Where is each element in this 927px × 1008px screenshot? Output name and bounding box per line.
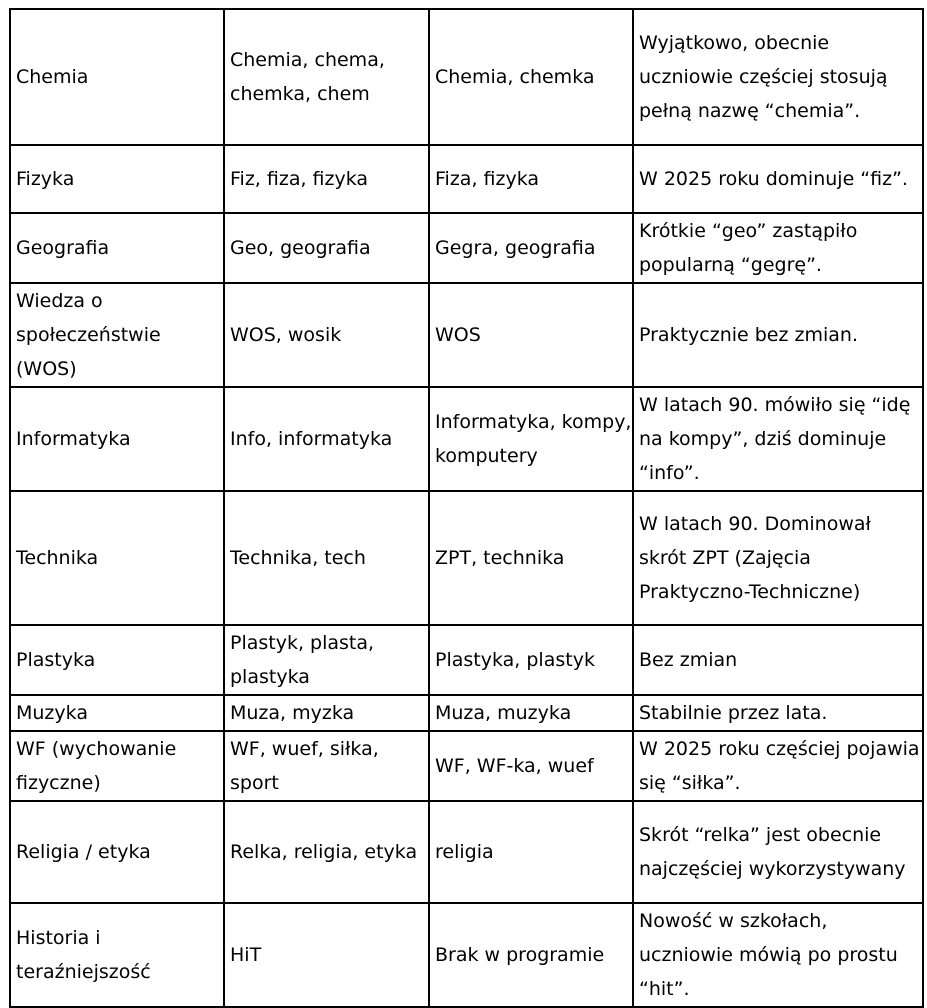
- comment-cell: W 2025 roku częściej pojawia się “siłka”.: [633, 731, 923, 801]
- subjects-table: [9, 8, 924, 1008]
- current-names-cell: Technika, tech: [224, 491, 429, 625]
- subject-name-cell: Historia i teraźniejszość: [10, 903, 224, 1007]
- table-row: [10, 9, 923, 145]
- comment-cell: Wyjątkowo, obecnie uczniowie częściej stosują pełną nazwę “chemia”.: [633, 9, 923, 145]
- comment-cell: Skrót “relka” jest obecnie najczęściej wykorzystywany: [633, 801, 923, 903]
- current-names-cell: Chemia, chema, chemka, chem: [224, 9, 429, 145]
- table-row: [10, 387, 923, 491]
- subject-name-cell: WF (wychowanie fizyczne): [10, 731, 224, 801]
- past-names-cell: religia: [429, 801, 633, 903]
- current-names-cell: Fiz, fiza, fizyka: [224, 145, 429, 213]
- current-names-cell: Info, informatyka: [224, 387, 429, 491]
- past-names-cell: Gegra, geografia: [429, 213, 633, 283]
- past-names-cell: Muza, muzyka: [429, 695, 633, 731]
- current-names-cell: Geo, geografia: [224, 213, 429, 283]
- past-names-cell: WOS: [429, 283, 633, 387]
- past-names-cell: Fiza, fizyka: [429, 145, 633, 213]
- current-names-cell: WF, wuef, siłka, sport: [224, 731, 429, 801]
- table-row: [10, 283, 923, 387]
- past-names-cell: WF, WF-ka, wuef: [429, 731, 633, 801]
- subject-name-cell: Religia / etyka: [10, 801, 224, 903]
- comment-cell: Stabilnie przez lata.: [633, 695, 923, 731]
- comment-cell: Nowość w szkołach, uczniowie mówią po prostu “hit”.: [633, 903, 923, 1007]
- current-names-cell: Plastyk, plasta, plastyka: [224, 625, 429, 695]
- current-names-cell: WOS, wosik: [224, 283, 429, 387]
- past-names-cell: Plastyka, plastyk: [429, 625, 633, 695]
- table-row: [10, 801, 923, 903]
- current-names-cell: Muza, myzka: [224, 695, 429, 731]
- subject-name-cell: Plastyka: [10, 625, 224, 695]
- past-names-cell: ZPT, technika: [429, 491, 633, 625]
- table-row: [10, 731, 923, 801]
- subject-name-cell: Wiedza o społeczeństwie (WOS): [10, 283, 224, 387]
- past-names-cell: Informatyka, kompy, komputery: [429, 387, 633, 491]
- table-row: [10, 491, 923, 625]
- subject-name-cell: Informatyka: [10, 387, 224, 491]
- current-names-cell: Relka, religia, etyka: [224, 801, 429, 903]
- comment-cell: W latach 90. mówiło się “idę na kompy”, dziś dominuje “info”.: [633, 387, 923, 491]
- subject-name-cell: Technika: [10, 491, 224, 625]
- past-names-cell: Chemia, chemka: [429, 9, 633, 145]
- subject-name-cell: Chemia: [10, 9, 224, 145]
- comment-cell: Krótkie “geo” zastąpiło popularną “gegrę”.: [633, 213, 923, 283]
- subject-name-cell: Muzyka: [10, 695, 224, 731]
- table-row: [10, 625, 923, 695]
- subject-name-cell: Geografia: [10, 213, 224, 283]
- comment-cell: Praktycznie bez zmian.: [633, 283, 923, 387]
- subject-name-cell: Fizyka: [10, 145, 224, 213]
- comment-cell: W 2025 roku dominuje “fiz”.: [633, 145, 923, 213]
- table-row: [10, 695, 923, 731]
- table-row: [10, 145, 923, 213]
- current-names-cell: HiT: [224, 903, 429, 1007]
- comment-cell: Bez zmian: [633, 625, 923, 695]
- past-names-cell: Brak w programie: [429, 903, 633, 1007]
- comment-cell: W latach 90. Dominował skrót ZPT (Zajęcia Praktyczno-Techniczne): [633, 491, 923, 625]
- table-row: [10, 903, 923, 1007]
- table-row: [10, 213, 923, 283]
